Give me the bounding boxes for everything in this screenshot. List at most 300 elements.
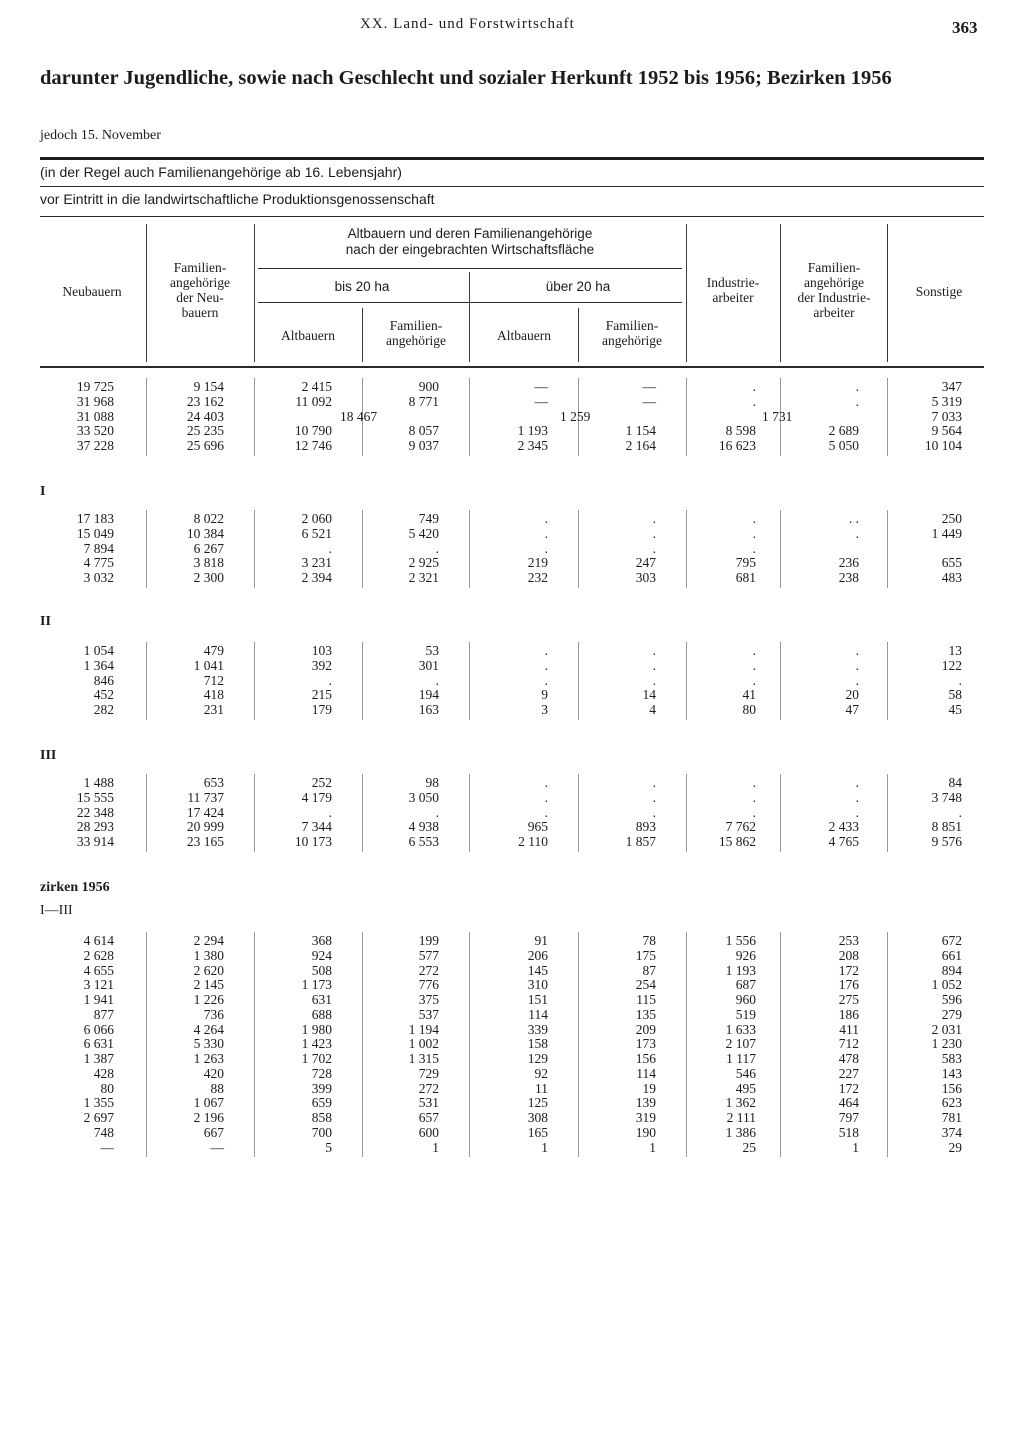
cell-fam-industrie: 253 [838,933,859,948]
column-divider [887,378,888,456]
cell-fam-industrie: . [855,789,859,805]
table-row [0,556,1024,571]
section-sublabel: I—III [40,903,73,918]
cell-sonstige: 250 [941,511,962,526]
column-divider [362,510,363,588]
column-divider [146,510,147,588]
cell-altbauern-ueber: 339 [527,1021,548,1037]
cell-sonstige: 596 [941,992,962,1007]
cell-fam-ueber: 209 [635,1021,656,1037]
cell-fam-industrie: 275 [838,992,859,1007]
cell-fam-ueber: 175 [635,947,656,963]
cell-altbauern-bis: 7 344 [301,819,332,835]
page-number: 363 [952,18,978,37]
cell-fam-neubauern: 667 [203,1124,224,1140]
table-row [0,527,1024,542]
column-divider [578,642,579,720]
cell-neubauern: 4 775 [83,555,114,571]
table-row [0,571,1024,586]
column-divider [469,510,470,588]
cell-fam-industrie: 208 [838,947,859,963]
column-divider [578,774,579,852]
cell-fam-ueber: 1 [649,1139,656,1155]
header-divider [146,224,147,362]
cell-fam-ueber: 303 [635,570,656,585]
column-divider [146,642,147,720]
cell-sonstige: 655 [941,555,962,571]
cell-altbauern-ueber: 3 [541,702,548,717]
cell-fam-industrie: 227 [838,1065,859,1081]
cell-neubauern: 1 054 [83,643,114,658]
cell-fam-ueber: 139 [635,1095,656,1111]
cell-altbauern-ueber: 165 [527,1124,548,1140]
section-label: zirken 1956 [40,880,110,895]
cell-fam-bis: 6 553 [408,834,439,849]
column-divider [780,774,781,852]
cell-altbauern-ueber: 125 [527,1095,548,1111]
cell-industrie: 1 556 [725,933,756,948]
cell-fam-neubauern: 712 [203,672,224,688]
cell-sonstige: . [958,672,962,688]
section-label: II [40,614,51,629]
cell-sonstige: 29 [948,1139,962,1155]
cell-industrie: 681 [735,570,756,585]
cell-industrie: 495 [735,1080,756,1096]
cell-neubauern: 22 348 [76,804,114,820]
cell-neubauern: 31 968 [76,393,114,409]
cell-altbauern-bis: 1 173 [301,977,332,993]
cell-sonstige: 122 [941,657,962,673]
cell-fam-bis: 272 [418,1080,439,1096]
header-divider [887,224,888,362]
table-row [0,1096,1024,1111]
table-row [0,410,1024,425]
table-row [0,776,1024,791]
header-family-bis: Familien- angehörige [386,318,446,348]
cell-fam-industrie: 518 [838,1124,859,1140]
cell-fam-industrie: 712 [838,1036,859,1052]
cell-fam-industrie: . [855,775,859,790]
cell-fam-ueber: 14 [642,687,656,703]
column-divider [578,510,579,588]
column-divider [362,642,363,720]
cell-altbauern-bis: 2 394 [301,570,332,585]
cell-fam-ueber: . [652,804,656,820]
table-row [0,688,1024,703]
cell-altbauern-bis: 659 [311,1095,332,1111]
column-divider [686,510,687,588]
cell-neubauern: 31 088 [76,408,114,424]
cell-fam-bis: 749 [418,511,439,526]
column-divider [146,774,147,852]
header-divider [780,224,781,362]
cell-fam-ueber: — [642,393,656,409]
cell-fam-ueber: 254 [635,977,656,993]
cell-industrie: . [752,643,756,658]
cell-altbauern-ueber: 206 [527,947,548,963]
header-divider [469,272,470,362]
cell-fam-industrie: 4 765 [828,834,859,849]
cell-altbauern-bis: . [328,672,332,688]
table-row [0,1052,1024,1067]
cell-sonstige: 781 [941,1110,962,1125]
cell-fam-industrie: 1 [852,1139,859,1155]
cell-sonstige: 279 [941,1006,962,1022]
cell-fam-industrie: 172 [838,962,859,978]
cell-fam-neubauern: 5 330 [193,1036,224,1052]
cell-altbauern-ueber: . [544,511,548,526]
cell-industrie: 2 111 [726,1110,756,1125]
cell-fam-ueber: 1 154 [625,423,656,439]
note-rule [40,186,984,187]
cell-fam-ueber: 156 [635,1051,656,1066]
cell-neubauern: 2 697 [83,1110,114,1125]
cell-altbauern-bis: 3 231 [301,555,332,571]
merged-altbauern-bis-20: 18 467 [340,408,378,424]
cell-altbauern-ueber: 91 [534,933,548,948]
header-bis-20-ha: bis 20 ha [334,279,390,294]
table-row [0,659,1024,674]
cell-sonstige: 5 319 [931,393,962,409]
cell-fam-bis: . [435,672,439,688]
cell-altbauern-bis: 103 [311,643,332,658]
cell-industrie: . [752,393,756,409]
cell-altbauern-bis: 252 [311,775,332,790]
header-top-rule [40,216,984,217]
cell-fam-industrie: . [855,672,859,688]
cell-fam-ueber: . [652,525,656,541]
cell-neubauern: 6 066 [83,1021,114,1037]
cell-altbauern-ueber: 232 [527,570,548,585]
column-divider [780,932,781,1157]
cell-fam-ueber: 893 [635,819,656,835]
cell-industrie: 960 [735,992,756,1007]
cell-neubauern: 2 628 [83,947,114,963]
cell-sonstige: 894 [941,962,962,978]
header-group-rule [258,268,682,269]
cell-altbauern-ueber: 151 [527,992,548,1007]
column-divider [469,774,470,852]
cell-sonstige: 45 [948,702,962,717]
cell-altbauern-bis: 1 423 [301,1036,332,1052]
header-divider [254,224,255,362]
table-row [0,512,1024,527]
cell-altbauern-bis: 2 415 [301,379,332,394]
cell-neubauern: 6 631 [83,1036,114,1052]
cell-neubauern: 15 555 [76,789,114,805]
cell-industrie: 8 598 [725,423,756,439]
header-family-industrie: Familien- angehörige der Industrie- arbeiter [797,260,871,320]
cell-fam-neubauern: 10 384 [186,525,224,541]
header-neubauern: Neubauern [62,284,122,299]
cell-fam-neubauern: 479 [203,643,224,658]
cell-altbauern-bis: 924 [311,947,332,963]
table-row [0,380,1024,395]
header-divider [686,224,687,362]
cell-altbauern-bis: 5 [325,1139,332,1155]
cell-altbauern-ueber: . [544,540,548,556]
cell-neubauern: 17 183 [76,511,114,526]
cell-fam-bis: 600 [418,1124,439,1140]
cell-fam-bis: 776 [418,977,439,993]
cell-fam-neubauern: 8 022 [193,511,224,526]
cell-altbauern-ueber: 9 [541,687,548,703]
note-family-members: (in der Regel auch Familienangehörige ab 16. Lebensjahr) [40,164,402,180]
cell-fam-bis: 163 [418,702,439,717]
cell-fam-industrie: 411 [839,1021,859,1037]
cell-sonstige: 483 [941,570,962,585]
cell-fam-industrie: 172 [838,1080,859,1096]
header-divider [578,308,579,362]
cell-industrie: 25 [742,1139,756,1155]
cell-fam-ueber: . [652,672,656,688]
table-row [0,1008,1024,1023]
cell-fam-industrie: . [855,643,859,658]
column-divider [578,932,579,1157]
cell-industrie: 926 [735,947,756,963]
cell-neubauern: 4 614 [83,933,114,948]
cell-industrie: . [752,672,756,688]
note-before-entry: vor Eintritt in die landwirtschaftliche Produktionsgenossenschaft [40,191,435,207]
cell-altbauern-bis: 399 [311,1080,332,1096]
header-ueber-20-ha: über 20 ha [545,279,611,294]
cell-neubauern: 1 355 [83,1095,114,1111]
header-family-ueber: Familien- angehörige [602,318,662,348]
cell-fam-neubauern: 11 737 [187,789,224,805]
cell-fam-industrie: 5 050 [828,438,859,453]
cell-fam-bis: 4 938 [408,819,439,835]
cell-neubauern: 7 894 [83,540,114,556]
cell-fam-neubauern: 736 [203,1006,224,1022]
cell-sonstige: 583 [941,1051,962,1066]
cell-altbauern-bis: 10 790 [294,423,332,439]
cell-fam-bis: 5 420 [408,525,439,541]
subnote: jedoch 15. November [40,128,161,143]
cell-altbauern-bis: 368 [311,933,332,948]
table-row [0,820,1024,835]
header-altbauern-bis: Altbauern [281,328,335,343]
cell-fam-neubauern: 88 [210,1080,224,1096]
table-row [0,978,1024,993]
cell-fam-ueber: 78 [642,933,656,948]
cell-industrie: 687 [735,977,756,993]
column-divider [469,642,470,720]
table-row [0,439,1024,454]
cell-sonstige: 58 [948,687,962,703]
cell-altbauern-ueber: 1 193 [517,423,548,439]
table-row [0,964,1024,979]
cell-altbauern-bis: 10 173 [294,834,332,849]
cell-fam-bis: 1 [432,1139,439,1155]
cell-fam-industrie: 464 [838,1095,859,1111]
cell-fam-ueber: — [642,379,656,394]
cell-fam-ueber: . [652,511,656,526]
cell-fam-ueber: . [652,643,656,658]
cell-fam-bis: 98 [425,775,439,790]
cell-fam-ueber: 19 [642,1080,656,1096]
cell-sonstige: 2 031 [931,1021,962,1037]
column-divider [146,378,147,456]
cell-fam-industrie: . [855,393,859,409]
column-divider [254,642,255,720]
column-divider [887,932,888,1157]
cell-fam-neubauern: 1 263 [193,1051,224,1066]
column-divider [254,510,255,588]
cell-industrie: . [752,511,756,526]
header-subgroup-rule [258,302,682,303]
cell-fam-bis: 194 [418,687,439,703]
header-bottom-rule [40,366,984,368]
cell-fam-neubauern: 17 424 [186,804,224,820]
cell-altbauern-ueber: — [534,393,548,409]
cell-fam-bis: 53 [425,643,439,658]
cell-industrie: 1 362 [725,1095,756,1111]
cell-altbauern-ueber: . [544,672,548,688]
merged-industrie: 1 731 [762,408,793,424]
cell-fam-neubauern: 2 145 [193,977,224,993]
cell-neubauern: 428 [93,1065,114,1081]
cell-fam-neubauern: 4 264 [193,1021,224,1037]
cell-sonstige: 374 [941,1124,962,1140]
cell-fam-ueber: 173 [635,1036,656,1052]
page-title: darunter Jugendliche, sowie nach Geschlecht und sozialer Herkunft 1952 bis 1956; Bezirken 1956 [40,67,892,89]
cell-fam-industrie: . [855,525,859,541]
cell-industrie: 795 [735,555,756,571]
cell-industrie: . [752,540,756,556]
cell-fam-neubauern: 231 [203,702,224,717]
table-section [0,934,1024,1155]
cell-sonstige: 1 449 [931,525,962,541]
table-section [0,644,1024,718]
cell-neubauern: 3 032 [83,570,114,585]
cell-fam-ueber: . [652,657,656,673]
header-sonstige: Sonstige [915,284,963,299]
cell-fam-bis: 1 315 [408,1051,439,1066]
cell-fam-bis: 900 [418,379,439,394]
cell-fam-neubauern: 2 294 [193,933,224,948]
cell-fam-bis: 8 771 [408,393,439,409]
cell-sonstige: 347 [941,379,962,394]
cell-sonstige: . [958,804,962,820]
table-row [0,835,1024,850]
cell-altbauern-bis: 631 [311,992,332,1007]
cell-industrie: 519 [735,1006,756,1022]
cell-fam-industrie: 478 [838,1051,859,1066]
cell-fam-industrie: 186 [838,1006,859,1022]
cell-altbauern-bis: 12 746 [294,438,332,453]
table-row [0,424,1024,439]
cell-fam-industrie: . . [848,511,859,526]
table-row [0,1037,1024,1052]
cell-fam-bis: 2 925 [408,555,439,571]
cell-altbauern-ueber: 114 [528,1006,548,1022]
table-section [0,380,1024,454]
cell-industrie: 16 623 [718,438,756,453]
cell-altbauern-ueber: 129 [527,1051,548,1066]
running-head: XX. Land- und Forstwirtschaft [360,16,575,32]
cell-neubauern: 33 914 [76,834,114,849]
cell-neubauern: 1 941 [83,992,114,1007]
cell-fam-ueber: 319 [635,1110,656,1125]
column-divider [887,510,888,588]
table-row [0,949,1024,964]
cell-neubauern: 28 293 [76,819,114,835]
cell-fam-ueber: 87 [642,962,656,978]
cell-fam-ueber: . [652,789,656,805]
cell-neubauern: 37 228 [76,438,114,453]
column-divider [686,932,687,1157]
cell-altbauern-bis: 11 092 [295,393,332,409]
cell-altbauern-ueber: 219 [527,555,548,571]
cell-industrie: . [752,657,756,673]
cell-altbauern-ueber: 11 [535,1080,548,1096]
cell-sonstige: 10 104 [924,438,962,453]
cell-sonstige: 9 576 [931,834,962,849]
cell-fam-neubauern: — [210,1139,224,1155]
cell-industrie: 7 762 [725,819,756,835]
cell-sonstige: 7 033 [931,408,962,424]
cell-altbauern-bis: 688 [311,1006,332,1022]
cell-fam-bis: 2 321 [408,570,439,585]
cell-altbauern-ueber: . [544,643,548,658]
cell-fam-neubauern: 420 [203,1065,224,1081]
column-divider [254,774,255,852]
merged-ueber-20: 1 259 [560,408,591,424]
cell-altbauern-bis: 6 521 [301,525,332,541]
cell-altbauern-ueber: 310 [527,977,548,993]
column-divider [686,642,687,720]
cell-sonstige: 84 [948,775,962,790]
cell-neubauern: 877 [93,1006,114,1022]
cell-fam-ueber: 115 [636,992,656,1007]
cell-industrie: 15 862 [718,834,756,849]
column-divider [686,774,687,852]
cell-sonstige: 3 748 [931,789,962,805]
table-row [0,395,1024,410]
cell-fam-industrie: 797 [838,1110,859,1125]
cell-neubauern: 33 520 [76,423,114,439]
cell-fam-bis: 1 002 [408,1036,439,1052]
cell-industrie: . [752,379,756,394]
column-divider [254,378,255,456]
cell-fam-industrie: 176 [838,977,859,993]
cell-altbauern-bis: 392 [311,657,332,673]
cell-altbauern-ueber: 2 345 [517,438,548,453]
cell-fam-ueber: . [652,775,656,790]
cell-altbauern-ueber: 965 [527,819,548,835]
cell-fam-bis: 9 037 [408,438,439,453]
table-row [0,1023,1024,1038]
header-industriearbeiter: Industrie- arbeiter [706,275,760,305]
table-row [0,1141,1024,1156]
cell-industrie: . [752,804,756,820]
cell-fam-bis: 375 [418,992,439,1007]
cell-industrie: 80 [742,702,756,717]
cell-fam-neubauern: 6 267 [193,540,224,556]
cell-fam-ueber: 2 164 [625,438,656,453]
cell-fam-bis: 199 [418,933,439,948]
cell-altbauern-bis: 179 [311,702,332,717]
cell-fam-ueber: 247 [635,555,656,571]
cell-sonstige: 1 052 [931,977,962,993]
cell-industrie: 2 107 [725,1036,756,1052]
cell-altbauern-bis: . [328,540,332,556]
table-row [0,1126,1024,1141]
cell-fam-neubauern: 23 165 [186,834,224,849]
cell-sonstige: 672 [941,933,962,948]
cell-industrie: 41 [742,687,756,703]
table-row [0,791,1024,806]
